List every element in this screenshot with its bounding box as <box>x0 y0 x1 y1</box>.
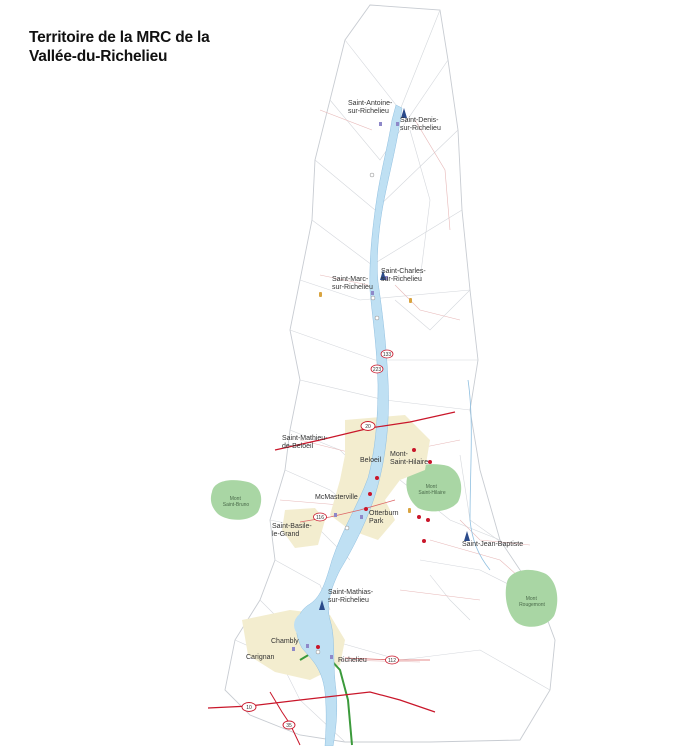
route-shield-20 <box>361 422 375 431</box>
route-133-label: 133 <box>382 352 392 358</box>
label-mont-saint-hilaire: Mont Saint-Hilaire <box>418 484 446 496</box>
label-beloeil: Beloeil <box>360 457 382 464</box>
label-saint-charles: Saint-Charles- sur-Richelieu <box>381 268 426 283</box>
route-20-label: 20 <box>365 424 371 430</box>
label-saint-antoine: Saint-Antoine- sur-Richelieu <box>348 100 393 115</box>
label-saint-mathias: Saint-Mathias- sur-Richelieu <box>328 589 374 604</box>
label-chambly: Chambly <box>271 638 299 645</box>
map-title-line2: Vallée-du-Richelieu <box>29 48 168 65</box>
route-shield-10 <box>242 703 256 712</box>
boat-markers <box>319 108 470 610</box>
route-shield-223 <box>371 365 383 373</box>
route-shield-133 <box>381 350 393 358</box>
label-saint-jean-baptiste: Saint-Jean-Baptiste <box>462 541 524 548</box>
label-richelieu: Richelieu <box>338 657 367 664</box>
label-mont-saint-bruno: Mont Saint-Bruno <box>222 496 250 508</box>
label-carignan: Carignan <box>246 654 275 661</box>
label-otterburn-park: Otterburn Park <box>369 510 399 525</box>
label-mont-saint-hilaire: Mont- Saint-Hilaire <box>390 451 429 466</box>
route-112-label: 112 <box>388 658 396 664</box>
route-shield-116 <box>314 513 327 521</box>
minor-roads <box>280 110 545 662</box>
label-mcmasterville: McMasterville <box>315 494 358 501</box>
highway-10 <box>208 692 435 712</box>
route-shield-112 <box>386 656 399 664</box>
route-35-label: 35 <box>286 723 292 729</box>
route-shield-35 <box>283 721 295 729</box>
route-10-label: 10 <box>246 705 252 711</box>
map-title-line1: Territoire de la MRC de la <box>29 29 210 46</box>
route-116-label: 116 <box>316 515 324 521</box>
label-saint-basile: Saint-Basile- le-Grand <box>272 523 312 538</box>
chambly-basin <box>294 610 330 640</box>
label-mont-rougemont: Mont Rougemont <box>519 596 545 608</box>
label-saint-marc: Saint-Marc- sur-Richelieu <box>332 276 373 291</box>
label-saint-mathieu: Saint-Mathieu- de-Beloeil <box>282 435 328 450</box>
label-saint-denis: Saint-Denis- sur-Richelieu <box>400 117 441 132</box>
route-223-label: 223 <box>372 367 382 373</box>
